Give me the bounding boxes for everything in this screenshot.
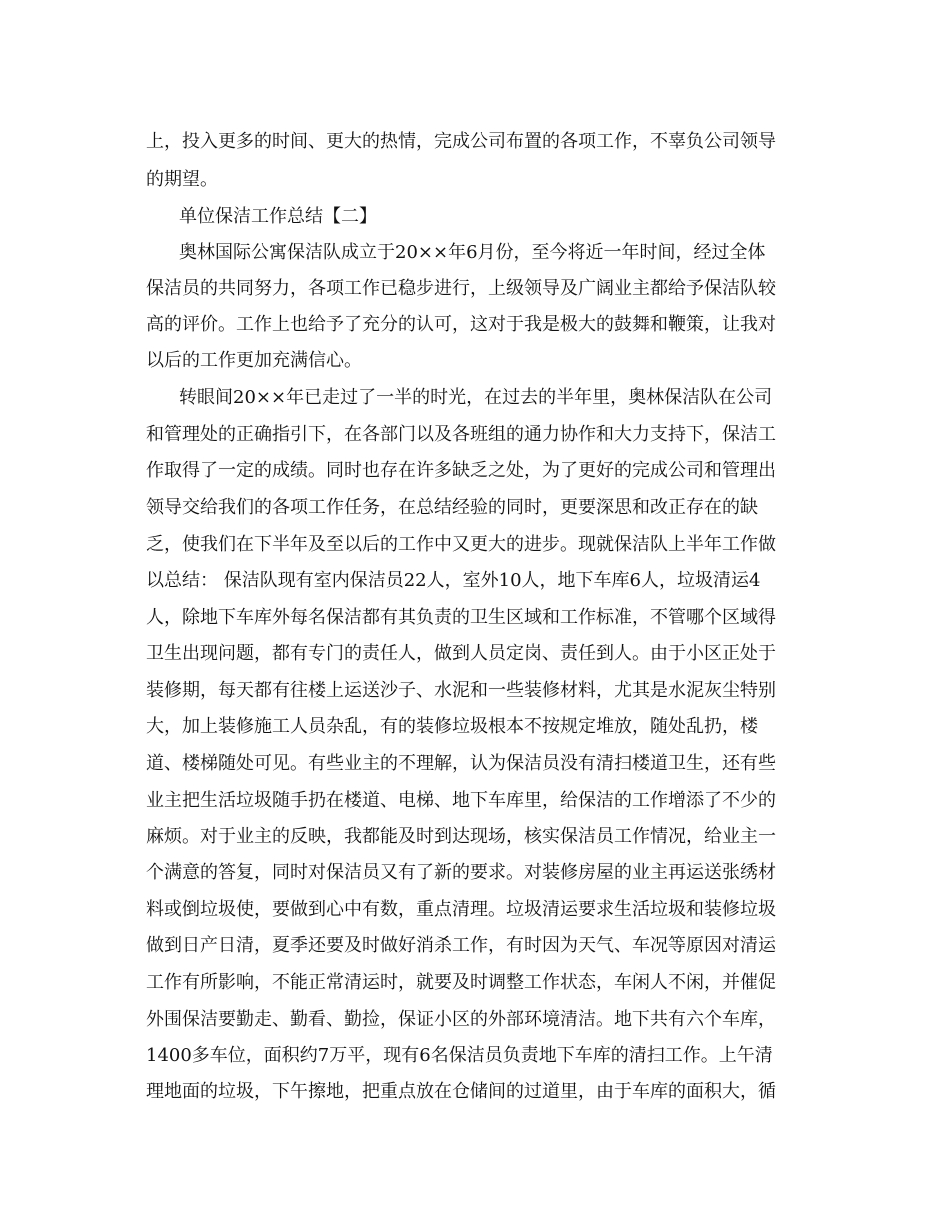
text-line: 大，加上装修施工人员杂乱，有的装修垃圾根本不按规定堆放，随处乱扔，楼: [146, 716, 758, 737]
text-line: 的期望。: [146, 169, 218, 190]
text-line: 人，除地下车库外每名保洁都有其负责的卫生区域和工作标准，不管哪个区域得: [146, 607, 776, 628]
text-line: 工作有所影响，不能正常清运时，就要及时调整工作状态，车闲人不闲，并催促: [146, 972, 776, 993]
text-line: 高的评价。工作上也给予了充分的认可，这对于我是极大的鼓舞和鞭策，让我对: [146, 314, 776, 335]
text-line: 装修期，每天都有往楼上运送沙子、水泥和一些装修材料，尤其是水泥灰尘特别: [146, 680, 776, 701]
text-line: 上，投入更多的时间、更大的热情，完成公司布置的各项工作，不辜负公司领导: [146, 131, 776, 152]
text-line: 麻烦。对于业主的反映，我都能及时到达现场，核实保洁员工作情况，给业主一: [146, 826, 776, 847]
text-line: 外围保洁要勤走、勤看、勤捡，保证小区的外部环境清洁。地下共有六个车库，: [146, 1009, 776, 1030]
text-line: 个满意的答复，同时对保洁员又有了新的要求。对装修房屋的业主再运送张绣材: [146, 862, 776, 883]
text-line: 1400多车位，面积约7万平，现有6名保洁员负责地下车库的清扫工作。上午清: [146, 1045, 773, 1066]
text-line: 卫生出现问题，都有专门的责任人，做到人员定岗、责任到人。由于小区正处于: [146, 643, 776, 664]
text-line: 转眼间20××年已走过了一半的时光，在过去的半年里，奥林保洁队在公司: [179, 387, 773, 408]
text-line: 理地面的垃圾，下午擦地，把重点放在仓储间的过道里，由于车库的面积大，循: [146, 1081, 776, 1102]
text-line: 道、楼梯随处可见。有些业主的不理解，认为保洁员没有清扫楼道卫生，还有些: [146, 753, 776, 774]
text-line: 作取得了一定的成绩。同时也存在许多缺乏之处，为了更好的完成公司和管理出: [146, 460, 776, 481]
text-line: 保洁员的共同努力，各项工作已稳步进行，上级领导及广阔业主都给予保洁队较: [146, 278, 776, 299]
section-heading: 单位保洁工作总结【二】: [179, 206, 377, 227]
text-line: 料或倒垃圾使，要做到心中有数，重点清理。垃圾清运要求生活垃圾和装修垃圾: [146, 899, 776, 920]
text-line: 以后的工作更加充满信心。: [146, 350, 362, 371]
text-line: 做到日产日清，夏季还要及时做好消杀工作，有时因为天气、车况等原因对清运: [146, 935, 776, 956]
text-line: 乏，使我们在下半年及至以后的工作中又更大的进步。现就保洁队上半年工作做: [146, 534, 776, 555]
text-line: 业主把生活垃圾随手扔在楼道、电梯、地下车库里，给保洁的工作增添了不少的: [146, 790, 776, 811]
text-line: 以总结： 保洁队现有室内保洁员22人，室外10人，地下车库6人，垃圾清运4: [146, 570, 761, 591]
text-line: 奥林国际公寓保洁队成立于20××年6月份，至今将近一年时间，经过全体: [179, 242, 766, 263]
text-line: 和管理处的正确指引下，在各部门以及各班组的通力协作和大力支持下，保洁工: [146, 424, 776, 445]
text-line: 领导交给我们的各项工作任务，在总结经验的同时，更要深思和改正存在的缺: [146, 497, 758, 518]
